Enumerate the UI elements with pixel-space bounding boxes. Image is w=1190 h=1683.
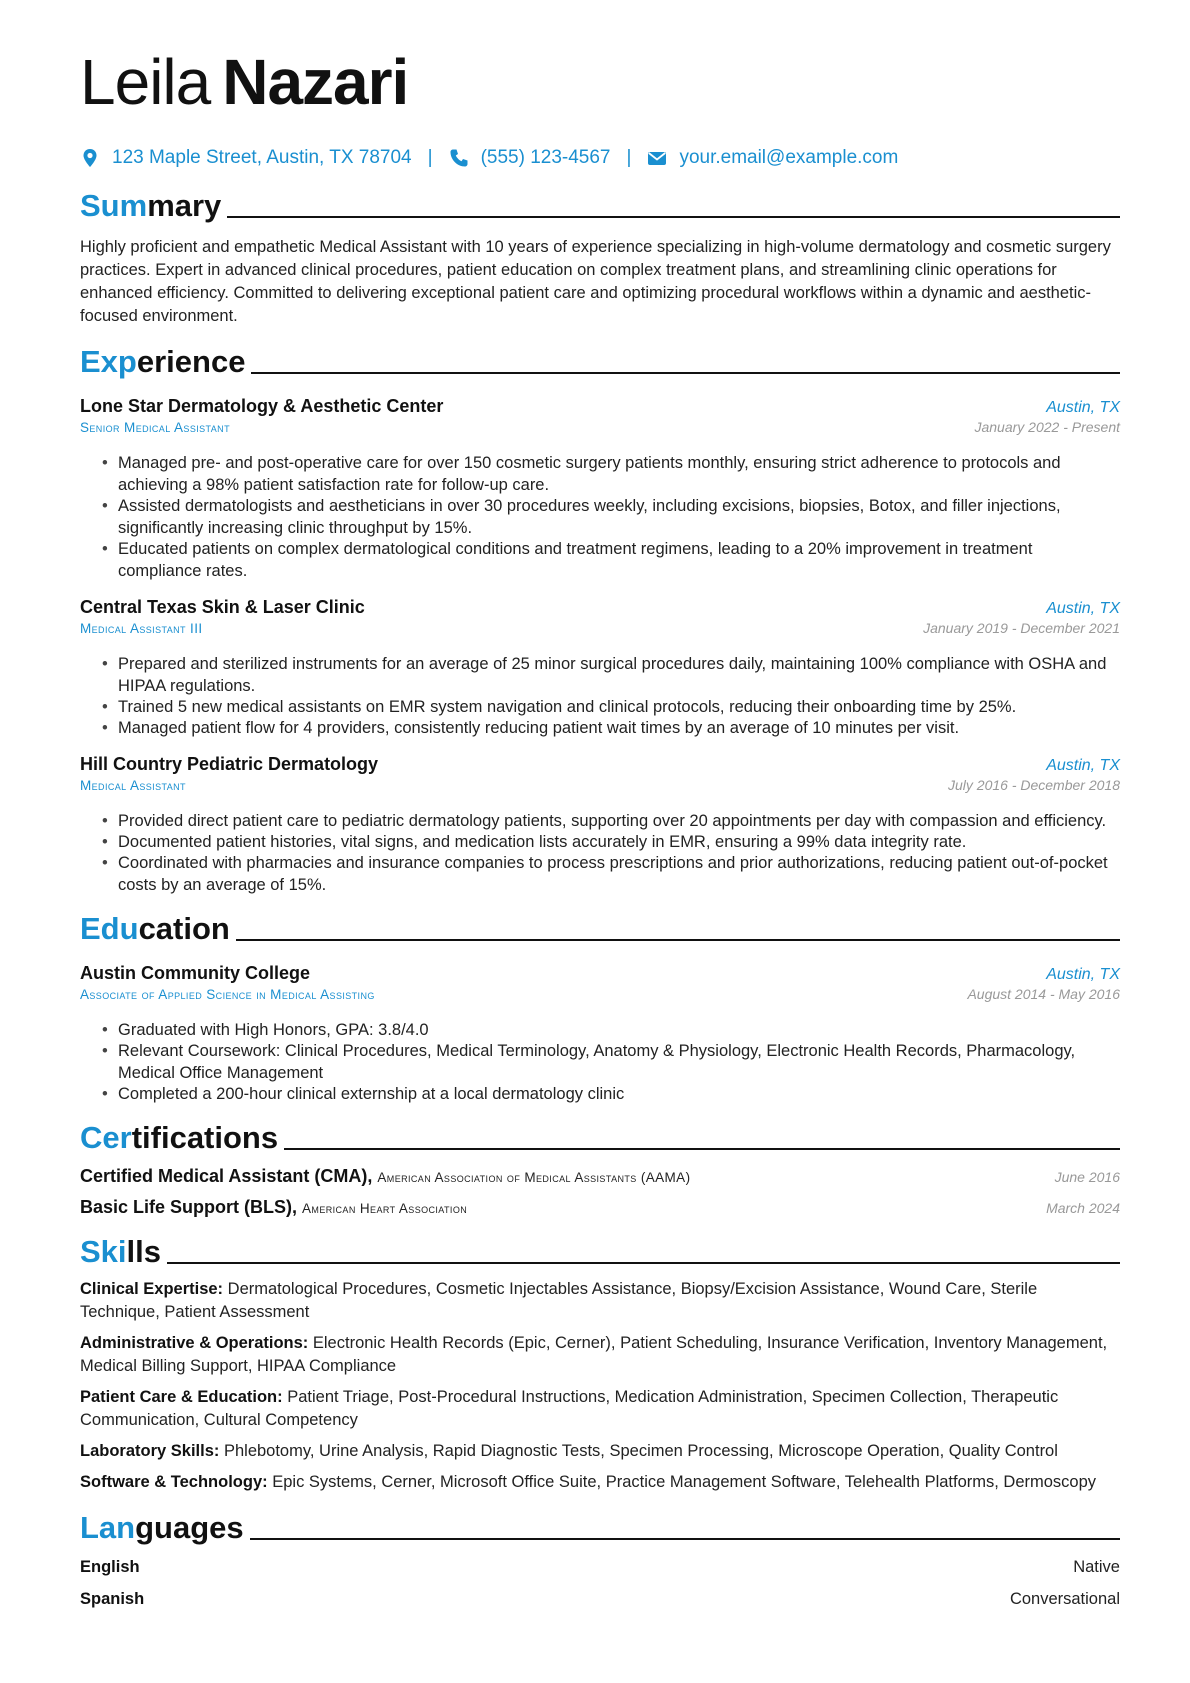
skill-group <box>80 1278 1120 1324</box>
contact-bar <box>80 144 1120 172</box>
skill-label: Patient Care & Education: <box>80 1388 283 1406</box>
certification-date: March 2024 <box>1046 1200 1120 1216</box>
last-name: Nazari <box>222 46 409 118</box>
certification-issuer: American Heart Association <box>302 1201 468 1216</box>
address-text: 123 Maple Street, Austin, TX 78704 <box>112 147 412 168</box>
section-rule <box>250 1538 1120 1540</box>
section-rule <box>251 372 1120 374</box>
skill-group <box>80 1440 1120 1463</box>
certification-entry: Basic Life Support (BLS), American Heart Association March 2024 <box>80 1197 1120 1217</box>
contact-address <box>80 147 412 169</box>
section-heading <box>80 1504 1120 1546</box>
section-title: Certifications <box>80 1120 279 1155</box>
certification-date: June 2016 <box>1054 1169 1120 1185</box>
skill-label: Administrative & Operations: <box>80 1334 309 1352</box>
certification-name: Basic Life Support (BLS) <box>80 1197 293 1217</box>
section-heading <box>80 1114 1120 1156</box>
list-item: • Educated patients on complex dermatological conditions and treatment regimens, leading to a 20% improvement in treatment compliance rates. <box>118 538 1120 582</box>
section-rule <box>284 1148 1120 1150</box>
contact-phone[interactable] <box>449 147 611 169</box>
school-name: Austin Community College <box>80 963 311 983</box>
section-heading <box>80 905 1120 947</box>
skill-label: Software & Technology: <box>80 1473 268 1491</box>
skill-group <box>80 1386 1120 1432</box>
job-location: Austin, TX <box>1046 600 1120 617</box>
education-dates: August 2014 - May 2016 <box>967 986 1120 1002</box>
languages-section <box>80 1504 1120 1610</box>
skill-list: Electronic Health Records (Epic, Cerner), Patient Scheduling, Insurance Verification, Inventory Management, Medical Billing Support, HIPAA Compliance <box>80 1334 1108 1375</box>
job-location: Austin, TX <box>1046 757 1120 774</box>
section-rule <box>227 216 1120 218</box>
job-location: Austin, TX <box>1046 399 1120 416</box>
contact-separator: | <box>626 147 632 168</box>
summary-section <box>80 182 1120 328</box>
list-item: • Graduated with High Honors, GPA: 3.8/4.0 <box>118 1019 1120 1041</box>
section-heading <box>80 1228 1120 1270</box>
section-title: Skills <box>80 1234 161 1269</box>
first-name: Leila <box>80 46 211 118</box>
section-rule <box>167 1262 1120 1264</box>
email-text: your.email@example.com <box>679 147 899 168</box>
job-entry <box>80 752 1120 896</box>
language-level: Conversational <box>1009 1590 1120 1608</box>
skill-list: Phlebotomy, Urine Analysis, Rapid Diagnostic Tests, Specimen Processing, Microscope Operation, Quality Control <box>223 1442 1058 1460</box>
language-entry <box>80 1556 1120 1578</box>
skill-list: Patient Triage, Post-Procedural Instructions, Medication Administration, Specimen Collection, Therapeutic Communication, Cultural Competency <box>80 1388 1059 1429</box>
section-title: Experience <box>80 344 246 379</box>
list-item: • Prepared and sterilized instruments for an average of 25 minor surgical procedures daily, maintaining 100% compliance with OSHA and HIPAA regulations. <box>118 653 1120 697</box>
contact-email[interactable] <box>647 147 898 169</box>
language-level: Native <box>1073 1558 1120 1576</box>
section-heading <box>80 338 1120 380</box>
job-entry <box>80 595 1120 739</box>
list-item: • Relevant Coursework: Clinical Procedures, Medical Terminology, Anatomy & Physiology, Electronic Health Records, Pharmacology, Medical Office Management <box>118 1040 1120 1084</box>
language-name: Spanish <box>80 1590 145 1608</box>
map-marker-icon <box>80 148 100 168</box>
job-dates: July 2016 - December 2018 <box>948 777 1120 793</box>
job-bullets <box>80 653 1120 739</box>
employer-name: Hill Country Pediatric Dermatology <box>80 754 379 774</box>
job-bullets <box>80 452 1120 582</box>
list-item: • Trained 5 new medical assistants on EMR system navigation and clinical protocols, reducing their onboarding time by 25%. <box>118 696 1120 718</box>
certification-name: Certified Medical Assistant (CMA) <box>80 1166 368 1186</box>
list-item: • Assisted dermatologists and aestheticians in over 30 procedures weekly, including excisions, biopsies, Botox, and filler injections, significantly increasing clinic throughput by 15%. <box>118 495 1120 539</box>
section-title: Languages <box>80 1510 244 1545</box>
school-location: Austin, TX <box>1046 966 1120 983</box>
experience-section <box>80 338 1120 896</box>
section-heading <box>80 182 1120 224</box>
employer-name: Central Texas Skin & Laser Clinic <box>80 597 365 617</box>
education-section <box>80 905 1120 1105</box>
list-item: • Coordinated with pharmacies and insurance companies to process prescriptions and prior authorizations, reducing patient out-of-pocket costs by an average of 15%. <box>118 852 1120 896</box>
envelope-icon <box>647 148 667 168</box>
job-dates: January 2022 - Present <box>974 419 1120 435</box>
job-dates: January 2019 - December 2021 <box>923 620 1120 636</box>
list-item: • Documented patient histories, vital signs, and medication lists accurately in EMR, ensuring a 99% data integrity rate. <box>118 831 1120 853</box>
contact-separator: | <box>427 147 433 168</box>
education-entry <box>80 961 1120 1105</box>
list-item: • Managed patient flow for 4 providers, consistently reducing patient wait times by an average of 10 minutes per visit. <box>118 717 1120 739</box>
skills-section <box>80 1228 1120 1494</box>
phone-icon <box>449 148 469 168</box>
job-entry <box>80 394 1120 582</box>
education-bullets <box>80 1019 1120 1105</box>
job-bullets <box>80 810 1120 896</box>
certification-entry: Certified Medical Assistant (CMA), American Association of Medical Assistants (AAMA) June 2016 <box>80 1166 1120 1186</box>
degree-name: Associate of Applied Science in Medical Assisting <box>80 987 375 1002</box>
skill-list: Epic Systems, Cerner, Microsoft Office Suite, Practice Management Software, Telehealth Platforms, Dermoscopy <box>272 1473 1097 1491</box>
job-title: Senior Medical Assistant <box>80 420 230 435</box>
list-item: • Completed a 200-hour clinical externship at a local dermatology clinic <box>118 1083 1120 1105</box>
language-name: English <box>80 1558 140 1576</box>
certification-issuer: American Association of Medical Assistants (AAMA) <box>377 1170 691 1185</box>
list-item: • Managed pre- and post-operative care for over 150 cosmetic surgery patients monthly, ensuring strict adherence to protocols and achieving a 98% patient satisfaction rate for follow-up care. <box>118 452 1120 496</box>
language-entry <box>80 1588 1120 1610</box>
skill-group <box>80 1332 1120 1378</box>
job-title: Medical Assistant III <box>80 621 203 636</box>
phone-text: (555) 123-4567 <box>480 147 611 168</box>
skill-label: Clinical Expertise: <box>80 1280 224 1298</box>
candidate-name <box>80 40 1120 124</box>
skill-group <box>80 1471 1120 1494</box>
section-rule <box>236 939 1120 941</box>
employer-name: Lone Star Dermatology & Aesthetic Center <box>80 396 444 416</box>
skill-list: Dermatological Procedures, Cosmetic Injectables Assistance, Biopsy/Excision Assistance, Wound Care, Sterile Technique, Patient Assessment <box>80 1280 1038 1321</box>
job-title: Medical Assistant <box>80 778 186 793</box>
resume-page <box>80 40 1120 1610</box>
section-title: Summary <box>80 188 222 223</box>
summary-text: Highly proficient and empathetic Medical Assistant with 10 years of experience specializing in high-volume dermatology and cosmetic surgery practices. Expert in advanced clinical procedures, patient education on complex treatment plans, and streamlining clinic operations for enhanced efficiency. Committed to delivering exceptional patient care and optimizing procedural workflows within a dynamic and aesthetic-focused environment. <box>80 238 1111 325</box>
certifications-section <box>80 1114 1120 1218</box>
section-title: Education <box>80 911 230 946</box>
skill-label: Laboratory Skills: <box>80 1442 220 1460</box>
list-item: • Provided direct patient care to pediatric dermatology patients, supporting over 20 appointments per day with compassion and efficiency. <box>118 810 1120 832</box>
